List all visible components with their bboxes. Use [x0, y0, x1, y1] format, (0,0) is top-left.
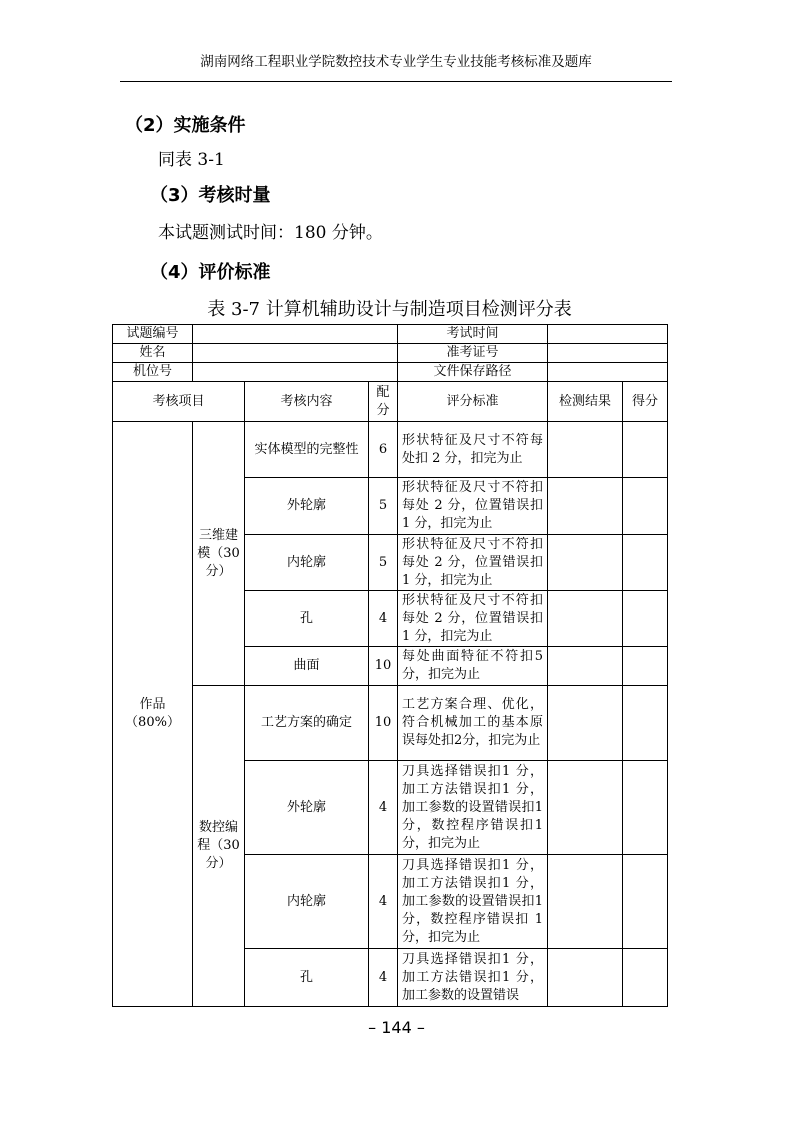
exam-time-label: 考试时间: [398, 325, 548, 344]
score-cell: [623, 761, 668, 855]
criteria-cell: 每处曲面特征不符扣5分，扣完为止: [398, 647, 548, 686]
points-cell: 10: [369, 647, 398, 686]
score-cell: [623, 949, 668, 1007]
section-heading-conditions: （2）实施条件: [125, 115, 246, 136]
name-value: [193, 344, 398, 363]
result-cell: [548, 949, 623, 1007]
category-cell: 作品（80%）: [113, 422, 193, 1007]
header-score: 得分: [623, 382, 668, 422]
header-rule: [120, 81, 672, 82]
criteria-cell: 形状特征及尺寸不符每处扣 2 分，扣完为止: [398, 422, 548, 478]
criteria-cell: 形状特征及尺寸不符扣每处 2 分，位置错误扣 1 分，扣完为止: [398, 535, 548, 591]
exam-no-label: 试题编号: [113, 325, 193, 344]
criteria-cell: 形状特征及尺寸不符扣每处 2 分，位置错误扣 1 分，扣完为止: [398, 478, 548, 535]
score-cell: [623, 478, 668, 535]
content-cell: 孔: [245, 591, 369, 647]
header-result: 检测结果: [548, 382, 623, 422]
result-cell: [548, 761, 623, 855]
group-cell-modeling: 三维建模（30分）: [193, 422, 245, 686]
seat-no-value: [193, 363, 398, 382]
points-cell: 10: [369, 686, 398, 761]
header-content: 考核内容: [245, 382, 369, 422]
criteria-cell: 刀具选择错误扣1 分，加工方法错误扣1 分，加工参数的设置错误扣1分，数控程序错误扣1分，扣完为止: [398, 761, 548, 855]
points-cell: 4: [369, 591, 398, 647]
result-cell: [548, 647, 623, 686]
result-cell: [548, 591, 623, 647]
seat-no-label: 机位号: [113, 363, 193, 382]
points-cell: 5: [369, 478, 398, 535]
group-cell-programming: 数控编程（30分）: [193, 686, 245, 1007]
result-cell: [548, 855, 623, 949]
score-cell: [623, 422, 668, 478]
ticket-no-label: 准考证号: [398, 344, 548, 363]
content-cell: 曲面: [245, 647, 369, 686]
content-cell: 实体模型的完整性: [245, 422, 369, 478]
duration-text: 本试题测试时间：180 分钟。: [158, 223, 383, 243]
points-cell: 4: [369, 949, 398, 1007]
points-cell: 4: [369, 855, 398, 949]
score-cell: [623, 855, 668, 949]
page-number: – 144 –: [368, 1018, 425, 1037]
result-cell: [548, 686, 623, 761]
header-criteria: 评分标准: [398, 382, 548, 422]
criteria-cell: 工艺方案合理、优化，符合机械加工的基本原误每处扣2分，扣完为止: [398, 686, 548, 761]
conditions-text: 同表 3-1: [158, 150, 225, 170]
points-cell: 6: [369, 422, 398, 478]
score-cell: [623, 591, 668, 647]
header-item: 考核项目: [113, 382, 245, 422]
table-row: [113, 422, 668, 478]
criteria-cell: 形状特征及尺寸不符扣每处 2 分，位置错误扣 1 分，扣完为止: [398, 591, 548, 647]
content-cell: 外轮廓: [245, 478, 369, 535]
score-cell: [623, 647, 668, 686]
exam-no-value: [193, 325, 398, 344]
table-caption: 表 3-7 计算机辅助设计与制造项目检测评分表: [207, 299, 572, 320]
criteria-cell: 刀具选择错误扣1 分，加工方法错误扣1 分，加工参数的设置错误: [398, 949, 548, 1007]
result-cell: [548, 478, 623, 535]
section-heading-duration: （3）考核时量: [150, 185, 271, 206]
points-cell: 5: [369, 535, 398, 591]
content-cell: 内轮廓: [245, 535, 369, 591]
result-cell: [548, 422, 623, 478]
content-cell: 工艺方案的确定: [245, 686, 369, 761]
page-header: 湖南网络工程职业学院数控技术专业学生专业技能考核标准及题库: [200, 54, 592, 70]
content-cell: 内轮廓: [245, 855, 369, 949]
exam-time-value: [548, 325, 668, 344]
score-cell: [623, 535, 668, 591]
score-cell: [623, 686, 668, 761]
criteria-cell: 刀具选择错误扣1 分，加工方法错误扣1 分，加工参数的设置错误扣1分，数控程序错误扣 1 分，扣完为止: [398, 855, 548, 949]
points-cell: 4: [369, 761, 398, 855]
content-cell: 外轮廓: [245, 761, 369, 855]
result-cell: [548, 535, 623, 591]
table-row: [113, 686, 668, 761]
header-points: 配分: [369, 382, 398, 422]
ticket-no-value: [548, 344, 668, 363]
scoring-table: [112, 324, 668, 1007]
section-heading-criteria: （4）评价标准: [150, 262, 271, 283]
save-path-label: 文件保存路径: [398, 363, 548, 382]
content-cell: 孔: [245, 949, 369, 1007]
save-path-value: [548, 363, 668, 382]
name-label: 姓名: [113, 344, 193, 363]
